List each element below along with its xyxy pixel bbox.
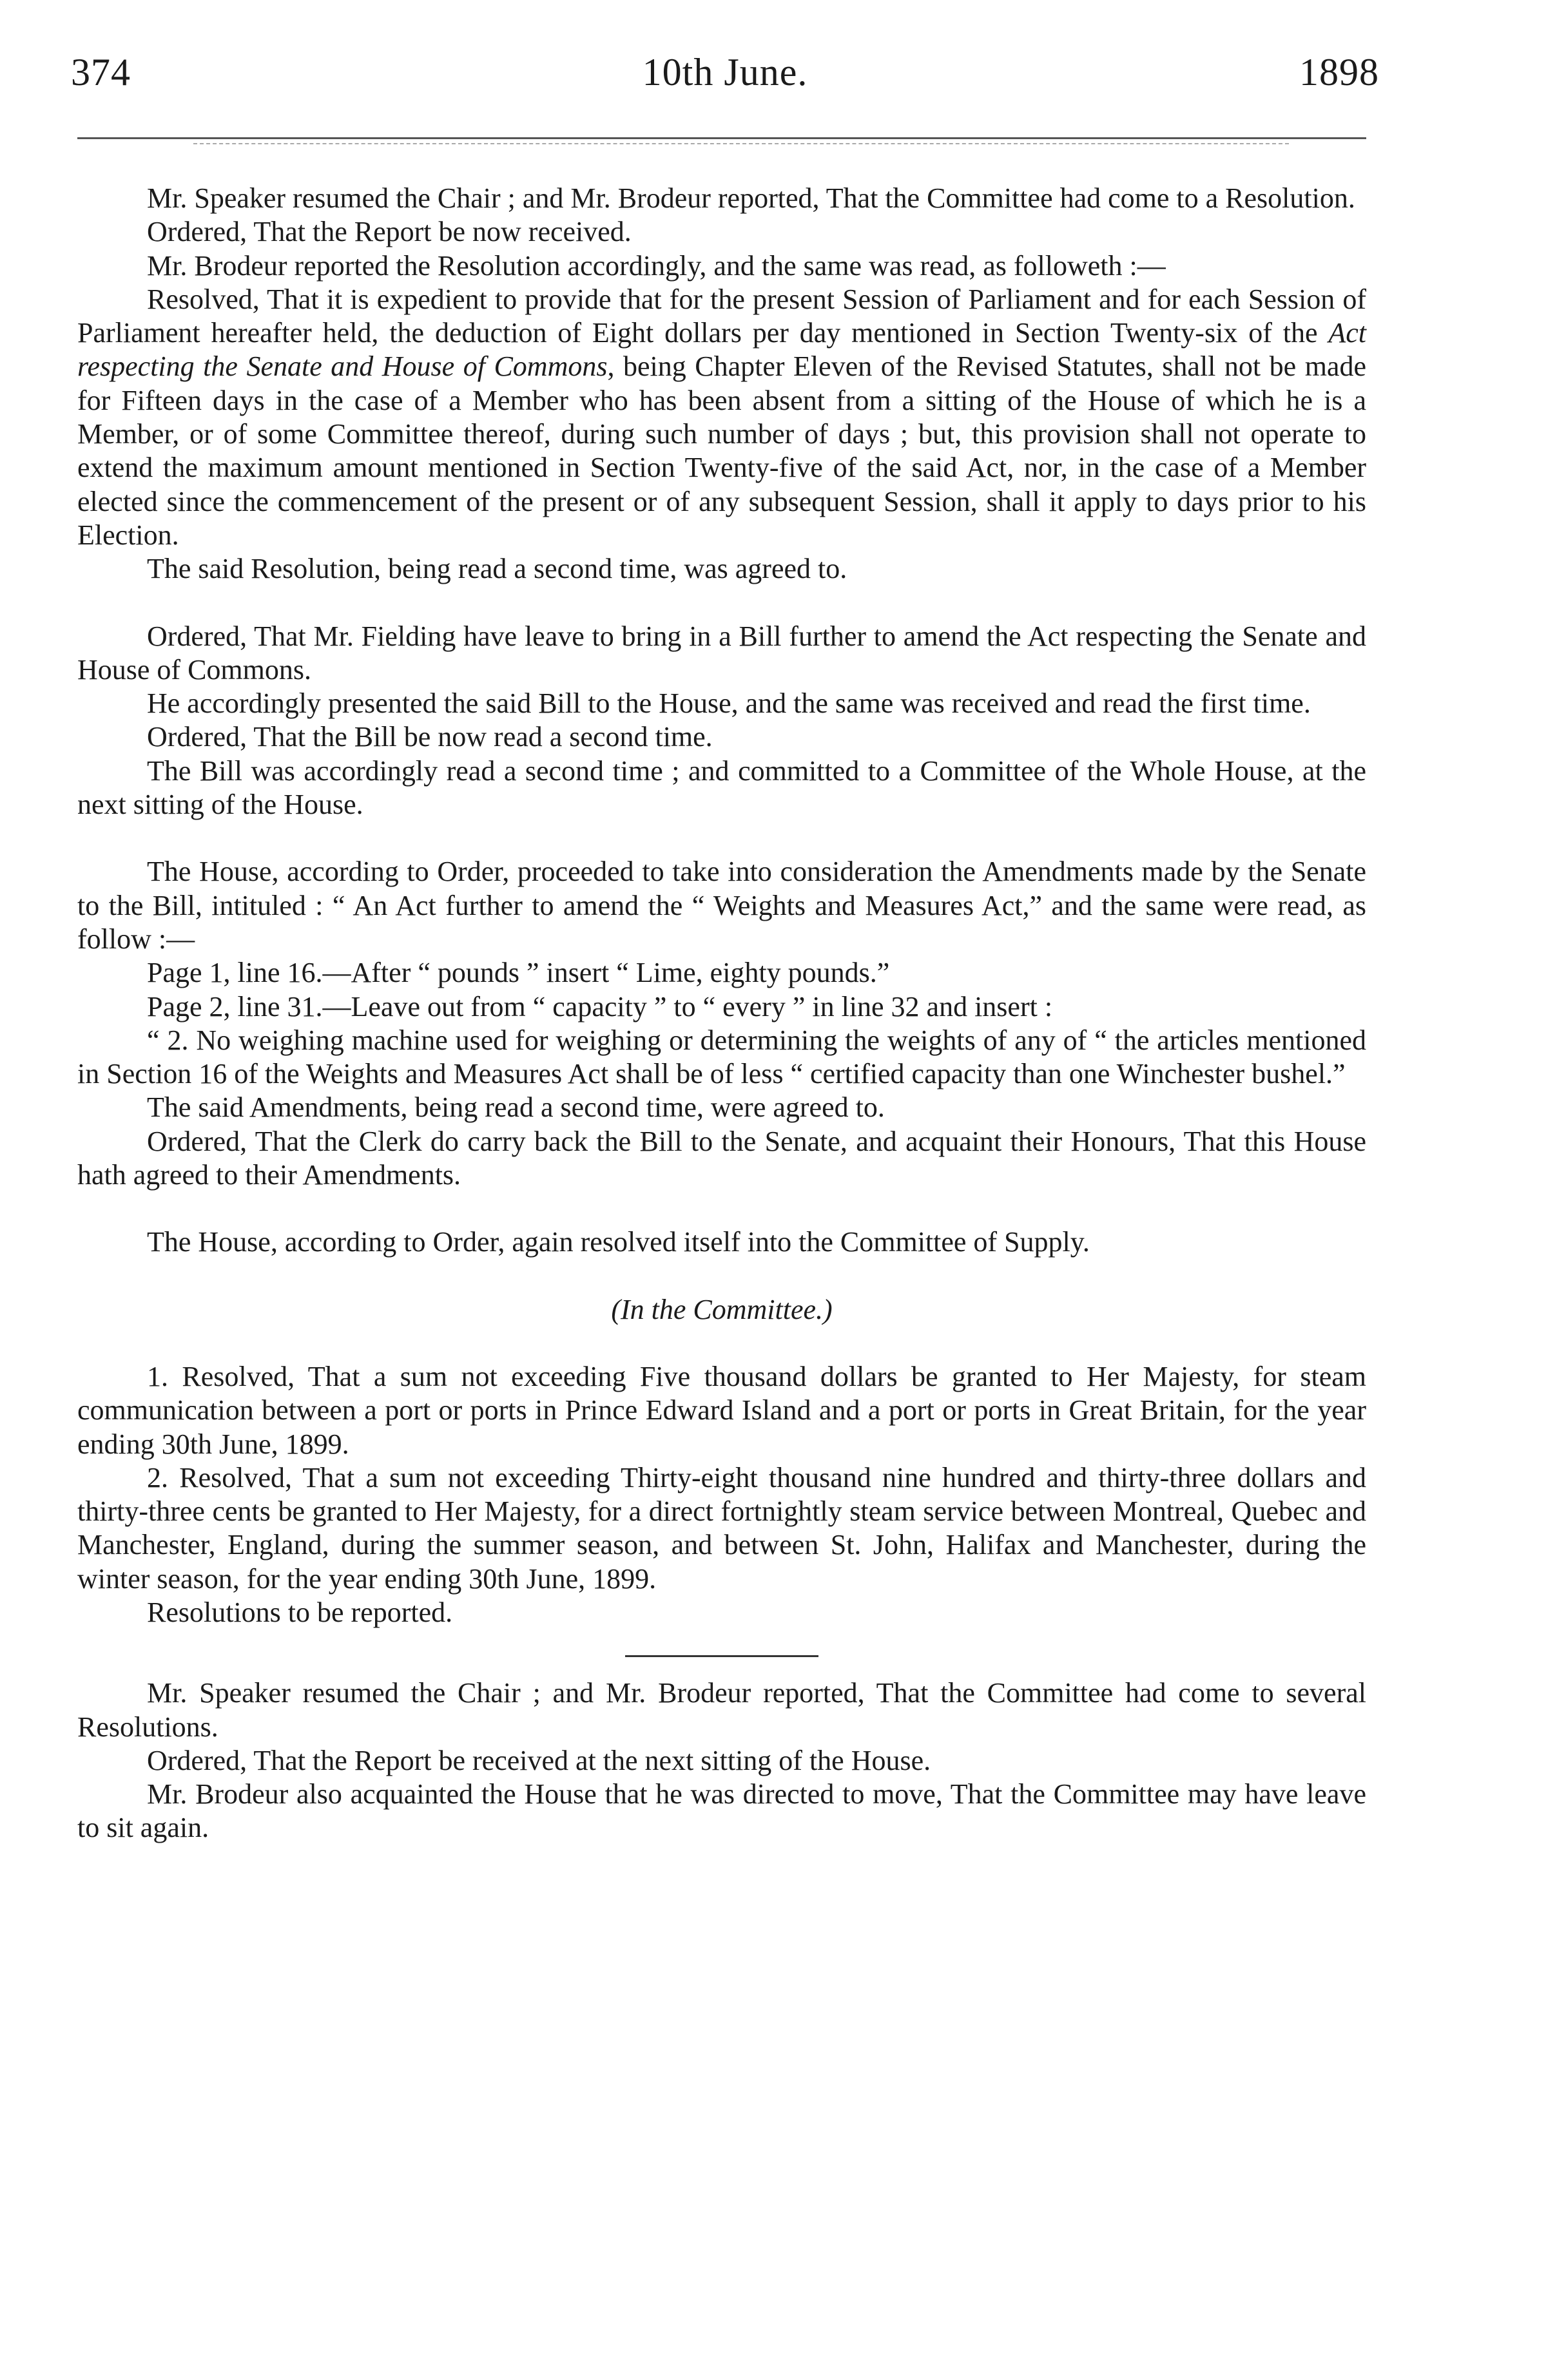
- resolution-paragraph: [77, 283, 1366, 552]
- paragraph: Mr. Brodeur also acquainted the House that he was directed to move, That the Committee may have leave to sit again.: [77, 1778, 1366, 1844]
- paragraph: The said Amendments, being read a second time, were agreed to.: [147, 1091, 885, 1124]
- page-number: 374: [71, 51, 131, 93]
- section-speaker-resumed: [77, 182, 1366, 586]
- paragraph: The House, according to Order, again resolved itself into the Committee of Supply.: [147, 1226, 1090, 1258]
- paragraph: Ordered, That the Clerk do carry back the Bill to the Senate, and acquaint their Honours, That this House hath agreed to their Amendments.: [77, 1125, 1366, 1191]
- paragraph: He accordingly presented the said Bill to the House, and the same was received and read the first time.: [147, 687, 1311, 720]
- paragraph: The said Resolution, being read a second time, was agreed to.: [147, 553, 847, 585]
- spacer: [77, 586, 1366, 620]
- paragraph: Ordered, That the Report be received at the next sitting of the House.: [147, 1744, 931, 1776]
- paragraph: The Bill was accordingly read a second time ; and committed to a Committee of the Whole House, at the next sitting of the House.: [77, 754, 1366, 821]
- paragraph: 2. Resolved, That a sum not exceeding Thirty-eight thousand nine hundred and thirty-three dollars and thirty-three cents be granted to Her Majesty, for a direct fortnightly steam service between Montreal, Quebec and Manchester, England, during the summer season, and between St. John, Halifax and Manchester, during the winter season, for the year ending 30th June, 1899.: [77, 1461, 1366, 1595]
- paragraph: 1. Resolved, That a sum not exceeding Five thousand dollars be granted to Her Majesty, for steam communication between a port or ports in Prince Edward Island and a port or ports in Great Britain, for the year ending 30th June, 1899.: [77, 1360, 1366, 1460]
- spacer: [77, 1327, 1366, 1360]
- paragraph: Resolutions to be reported.: [147, 1596, 453, 1628]
- header-rule: [77, 137, 1366, 139]
- paragraph: Page 1, line 16.—After “ pounds ” insert “ Lime, eighty pounds.”: [147, 957, 890, 989]
- section-divider: [625, 1655, 818, 1657]
- page-year: 1898: [1299, 51, 1379, 93]
- header-rule-faint: [193, 143, 1289, 144]
- section-fielding-bill: [77, 620, 1366, 822]
- resolution-text: Resolved, That it is expedient to provide that for the present Session of Parliament and for each Session of Parliament hereafter held, the deduction of Eight dollars per day mentioned in Section Twenty-six of the: [77, 283, 1366, 349]
- paragraph: Ordered, That Mr. Fielding have leave to bring in a Bill further to amend the Act respecting the Senate and House of Commons.: [77, 620, 1366, 686]
- paragraph: Page 2, line 31.—Leave out from “ capacity ” to “ every ” in line 32 and insert :: [147, 990, 1053, 1022]
- spacer: [77, 821, 1366, 855]
- page-header: [71, 50, 1379, 108]
- resolution-text-cont: , being Chapter Eleven of the Revised Statutes, shall not be made for Fifteen days in the case of a Member who has been absent from a sitting of the House of which he is a Member, or of some Committee thereof, during such number of days ; but, this provision shall not operate to extend the maximum amount mentioned in Section Twenty-five of the said Act, nor, in the case of a Member elected since the commencement of the present or of any subsequent Session, shall it apply to days prior to his Election.: [77, 350, 1366, 551]
- page-date: 10th June.: [642, 51, 808, 93]
- spacer: [77, 1192, 1366, 1225]
- paragraph: Mr. Speaker resumed the Chair ; and Mr. Brodeur reported, That the Committee had come to several Resolutions.: [77, 1677, 1366, 1743]
- paragraph: The House, according to Order, proceeded to take into consideration the Amendments made by the Senate to the Bill, intituled : “ An Act further to amend the “ Weights and Measures Act,” and the same were read, as follow :—: [77, 856, 1366, 955]
- spacer: [77, 1260, 1366, 1293]
- committee-heading: (In the Committee.): [611, 1293, 833, 1325]
- section-senate-amendments: [77, 855, 1366, 1192]
- paragraph: Ordered, That the Bill be now read a second time.: [147, 721, 713, 753]
- paragraph: “ 2. No weighing machine used for weighing or determining the weights of any of “ the articles mentioned in Section 16 of the Weights and Measures Act shall be of less “ certified capacity than one Winchester bushel.”: [77, 1024, 1366, 1090]
- act-title: Act respecting the Senate and House of Commons: [77, 317, 1366, 383]
- paragraph: Mr. Speaker resumed the Chair ; and Mr. Brodeur reported, That the Committee had come to a Resolution.: [147, 182, 1355, 214]
- paragraph: Mr. Brodeur reported the Resolution accordingly, and the same was read, as followeth :—: [147, 249, 1166, 282]
- paragraph: Ordered, That the Report be now received.: [147, 216, 632, 248]
- section-report-resolutions: [77, 1676, 1366, 1845]
- page-body: [77, 182, 1366, 1845]
- section-committee-of-supply: [77, 1225, 1366, 1629]
